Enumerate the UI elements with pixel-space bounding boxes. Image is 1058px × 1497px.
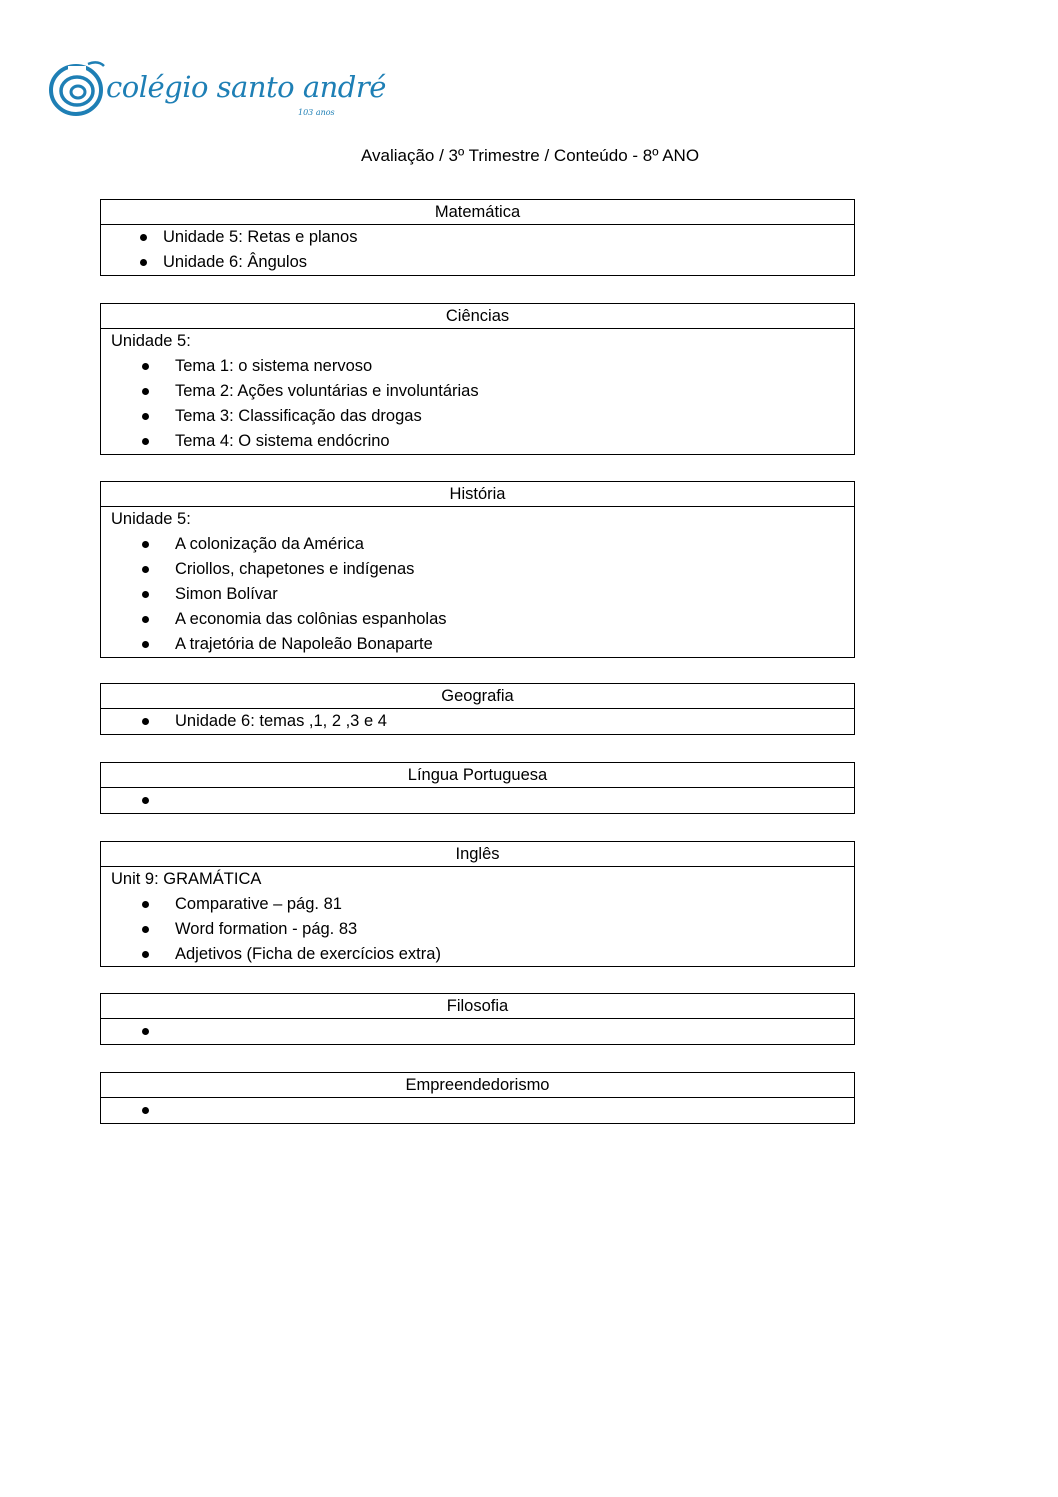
list-item: Unidade 5: Retas e planos (101, 225, 854, 250)
list-item: Tema 2: Ações voluntárias e involuntárias (101, 379, 854, 404)
section-heading: Inglês (101, 842, 854, 867)
school-logo (48, 56, 386, 122)
logo-wordmark: colégio santo andré (106, 70, 386, 104)
bullet-icon (142, 541, 149, 548)
list-item: A colonização da América (101, 532, 854, 557)
bullet-icon (142, 1107, 149, 1114)
bullet-icon (142, 363, 149, 370)
list-item: Comparative – pág. 81 (101, 892, 854, 917)
bullet-icon (142, 591, 149, 598)
section-heading: História (101, 482, 854, 507)
section-ciencias (100, 303, 855, 455)
bullet-icon (142, 951, 149, 958)
bullet-icon (142, 641, 149, 648)
section-heading: Língua Portuguesa (101, 763, 854, 788)
list-item: Simon Bolívar (101, 582, 854, 607)
list-item (101, 788, 854, 813)
list-item (101, 1019, 854, 1044)
bullet-icon (142, 797, 149, 804)
bullet-icon (140, 234, 147, 241)
list-item (101, 1098, 854, 1123)
section-portugues (100, 762, 855, 814)
section-heading: Matemática (101, 200, 854, 225)
bullet-icon (142, 901, 149, 908)
bullet-icon (142, 1028, 149, 1035)
section-intro: Unit 9: GRAMÁTICA (111, 870, 262, 888)
section-heading: Geografia (101, 684, 854, 709)
list-item: Tema 1: o sistema nervoso (101, 354, 854, 379)
section-historia (100, 481, 855, 658)
section-filosofia (100, 993, 855, 1045)
bullet-icon (142, 566, 149, 573)
section-intro: Unidade 5: (111, 510, 191, 528)
bullet-icon (142, 413, 149, 420)
swirl-logo-icon (48, 56, 108, 122)
list-item: Adjetivos (Ficha de exercícios extra) (101, 942, 854, 966)
section-heading: Filosofia (101, 994, 854, 1019)
list-item: A trajetória de Napoleão Bonaparte (101, 632, 854, 657)
section-geografia (100, 683, 855, 735)
section-heading: Empreendedorismo (101, 1073, 854, 1098)
bullet-icon (140, 259, 147, 266)
list-item: Tema 4: O sistema endócrino (101, 429, 854, 454)
document-title: Avaliação / 3º Trimestre / Conteúdo - 8º ANO (360, 146, 700, 165)
bullet-icon (142, 616, 149, 623)
section-matematica (100, 199, 855, 276)
bullet-icon (142, 388, 149, 395)
section-empreendedorismo (100, 1072, 855, 1124)
list-item: Unidade 6: temas ,1, 2 ,3 e 4 (101, 709, 854, 734)
list-item: Tema 3: Classificação das drogas (101, 404, 854, 429)
list-item: A economia das colônias espanholas (101, 607, 854, 632)
list-item: Criollos, chapetones e indígenas (101, 557, 854, 582)
section-intro: Unidade 5: (111, 332, 191, 350)
bullet-icon (142, 438, 149, 445)
section-heading: Ciências (101, 304, 854, 329)
bullet-icon (142, 926, 149, 933)
logo-tagline: 103 anos (298, 108, 335, 117)
list-item: Unidade 6: Ângulos (101, 250, 854, 275)
bullet-icon (142, 718, 149, 725)
list-item: Word formation - pág. 83 (101, 917, 854, 942)
section-ingles (100, 841, 855, 967)
